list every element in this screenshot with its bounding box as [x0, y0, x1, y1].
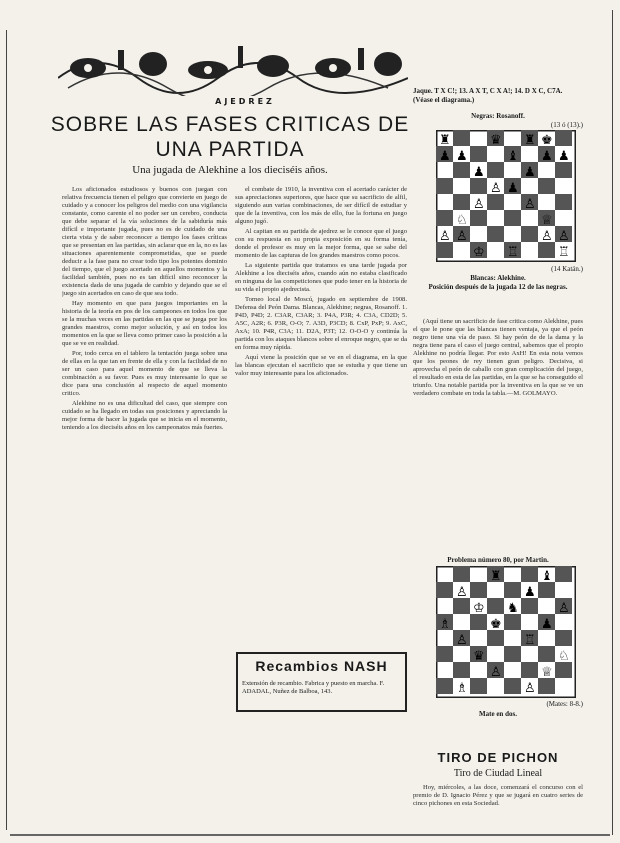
ad-title: Recambios NASH [255, 658, 388, 674]
svg-text:♟: ♟ [456, 149, 468, 164]
svg-text:♟: ♟ [524, 165, 536, 180]
svg-text:♙: ♙ [490, 665, 502, 680]
chess-board-1 [436, 130, 576, 262]
svg-text:♟: ♟ [524, 585, 536, 600]
article-paragraph: el combate de 1910, la inventiva con el acertado carácter de sus apreciaciones superiores, que hace que su sacrificio de alfil, siguiendo aun varias combinaciones, de ser difícil de estudiar y que de la inventiva, con los más de ello, fue la fortuna en juego alguno jugó. [235, 186, 407, 225]
svg-text:♟: ♟ [507, 181, 519, 196]
svg-text:♟: ♟ [541, 617, 553, 632]
tiro-text [413, 784, 583, 824]
article-paragraph: Los aficionados estudiosos y buenos con juegan con relativa frecuencia tienen el peligro que convierte en juego de cuidado y a conocer los peligros del medio con una vigilancia constante, como carente el no poder ser un cerebro, conducta que debe separar el la vía soluciones de la sabiduría más difícil e importante jugada, pues no es de cuidado de una cierta vista y de saber reconocer a tiempo los fases críticas que se presentan en las partidas, sin aclarar que en la, no es las situaciones aparentemente comprometidas, que se puede deducir a la fase para no crear todo tipo los potentes dominio del tiempo, que el juego acertado en aquellos momentos y la facilidad también, pues no es tan difícil sino reconocer la existencia dada de una jugada de cambio y dejando que se el juego sin acertados en caso de que sea todo. [62, 186, 227, 297]
analysis-paragraph: (Aquí tiene un sacrificio de fase critica como Alekhine, pues el que le pone que las blancas tienen ventaja, ya que el peón negro tiene una vía de paso. Si hay peón de de la dama y la negra tiene para el caso el juego central, sabemos que el propio Alekhine no podría llegar. Por esto AxH! En esta nota vemos que los peones de rey tienen gran peligro. Decisiva, si aprovecha el peón de caballo con gran complicación del juego, el resultado en esta de las partidas, en la que se ha conseguido el triunfo. Una notable partida por la inventiva en la que se ve un verdadero combate en toda la tabla.—M. GOLMAYO. [413, 318, 583, 397]
svg-text:♘: ♘ [456, 213, 468, 228]
section-label: AJEDREZ [215, 97, 275, 106]
svg-text:♙: ♙ [558, 601, 570, 616]
svg-text:♙: ♙ [541, 229, 553, 244]
svg-text:♚: ♚ [541, 133, 553, 148]
tiro-paragraph: Hoy, miércoles, a las doce, comenzará el concurso con el premio de D. Ignacio Pérez y que se jugará en cuatro series de cinco pichones en esta Sociedad. [413, 784, 583, 807]
svg-text:♟: ♟ [558, 149, 570, 164]
problem-piece-count: (Mates: 8-8.) [546, 700, 583, 708]
problem-title: Problema número 80, por Martin. [447, 556, 549, 564]
svg-text:♙: ♙ [456, 633, 468, 648]
game-moves-header: Jaque. T X C!; 13. A X T, C X A!; 14. D X C, C7A. (Véase el diagrama.) [413, 87, 563, 104]
chess-board-2 [436, 566, 576, 698]
problem-caption: Mate en dos. [479, 710, 517, 718]
svg-text:♙: ♙ [439, 229, 451, 244]
svg-text:♖: ♖ [558, 245, 570, 260]
svg-text:♞: ♞ [507, 601, 519, 616]
page-border-left [6, 30, 7, 830]
svg-text:♛: ♛ [490, 133, 502, 148]
svg-text:♖: ♖ [524, 633, 536, 648]
svg-text:♙: ♙ [558, 229, 570, 244]
svg-text:♙: ♙ [490, 181, 502, 196]
tiro-section-title: TIRO DE PICHON [437, 750, 559, 765]
chess-diagram-1 [436, 130, 576, 262]
svg-text:♙: ♙ [524, 681, 536, 696]
article-paragraph: Al capitan en su partida de ajedrez se le conoce que el juego con su respuesta en su propia exposición en su forma tenía, donde el profesor es muy en la mejor forma, que se sabe del momento de las capturas de los grandes maestros como pocos. [235, 228, 407, 259]
svg-text:♙: ♙ [456, 585, 468, 600]
svg-text:♛: ♛ [473, 649, 485, 664]
white-player-label: Blancas: Alekhine. [470, 274, 526, 282]
svg-text:♙: ♙ [473, 197, 485, 212]
svg-text:♟: ♟ [541, 149, 553, 164]
chess-diagram-2 [436, 566, 576, 698]
article-paragraph: La siguiente partida que tratamos es una tarde jugada por Alekhine a los dieciséis años, cuando aún no estaba clasificado en ninguna de las competiciones que pudo tener en la historia de su vida el propio ajedrecista. [235, 262, 407, 293]
page-border-right [612, 10, 613, 835]
svg-text:♗: ♗ [439, 617, 451, 632]
svg-text:♔: ♔ [473, 601, 485, 616]
svg-text:♔: ♔ [473, 245, 485, 260]
tiro-section-subtitle: Tiro de Ciudad Lineal [453, 768, 543, 779]
black-piece-count: (13 ó (13).) [550, 121, 583, 129]
svg-text:♕: ♕ [541, 213, 553, 228]
svg-text:♝: ♝ [541, 569, 553, 584]
svg-text:♙: ♙ [456, 229, 468, 244]
white-piece-count: (14 Katán.) [551, 265, 583, 273]
svg-text:♜: ♜ [439, 133, 451, 148]
decorative-banner [58, 38, 408, 96]
nash-advertisement [236, 652, 407, 712]
svg-text:♙: ♙ [524, 197, 536, 212]
svg-text:♗: ♗ [456, 681, 468, 696]
article-column-1 [62, 186, 227, 816]
article-paragraph: Hay momento en que para juegos importantes en la historia de la teoría en pos de los campeones en todos los que se la muchas veces en las partidas en las que se juega por los grandes maestros, como mejor solución, y así en todos los momentos en la que se lleva como primer caso la posición a la que se ve en realidad. [62, 300, 227, 347]
svg-text:♝: ♝ [507, 149, 519, 164]
page-bottom-rule [10, 834, 610, 836]
article-title: SOBRE LAS FASES CRITICAS DE UNA PARTIDA [50, 113, 410, 161]
svg-text:♕: ♕ [541, 665, 553, 680]
svg-text:♜: ♜ [524, 133, 536, 148]
svg-text:♜: ♜ [490, 569, 502, 584]
svg-text:♚: ♚ [490, 617, 502, 632]
article-subtitle: Una jugada de Alekhine a los dieciséis años. [132, 164, 328, 176]
article-column-2 [235, 186, 407, 650]
article-paragraph: Por, todo cerca en el tablero la tentación juega sobre una de ellas en la que tan en frente de ella y con la facilidad de no ser un caso para aquel momento de que se lleva la combinación a su favor. Pues es muy interesante lo que se dice para una conclusión al respecto de aquel momento critico. [62, 350, 227, 397]
svg-text:♘: ♘ [558, 649, 570, 664]
diagram-caption: Posición después de la jugada 12 de las negras. [428, 283, 568, 291]
article-paragraph: Torneo local de Moscú, jugado en septiembre de 1908. Defensa del Peón Dama. Blancas, Alekhine; negras, Rosanoff. 1. P4D, P4D; 2. C3AR, C3AR; 3. P4A, P3R; 4. C3A, CD2D; 5. A5C, A2R; 6. P3R, O-O; 7. A3D, P3CD; 8. CxP, PxP; 9. AxC, AxA; 10. P4R, C3A; 11. D2A, P3T; 12. O-O-O y continúa la partida con los ataques blancos sobre el enroque negro, que se da en forma muy rápida. [235, 296, 407, 351]
banner-illustration [58, 38, 408, 96]
article-paragraph: Alekhine no es una dificultad del caso, que siempre con cuidado se ha llegado en todas sus posiciones y apreciando la mejor forma de hacer la jugada que se inicia en el momento, teniendo a los dieciséis años en los campeonatos más fuertes. [62, 400, 227, 431]
ad-text: Extensión de recambio. Fabrica y puesto en marcha. F. ADADAL, Nuñez de Balboa, 143. [242, 680, 385, 695]
black-player-label: Negras: Rosanoff. [471, 112, 525, 120]
svg-text:♖: ♖ [507, 245, 519, 260]
article-paragraph: Aquí viene la posición que se ve en el diagrama, en la que las blancas ejecutan el sacrificio que se estudia y que tiene un valor muy interesante para los aficionados. [235, 354, 407, 377]
analysis-text [413, 318, 583, 446]
svg-text:♟: ♟ [439, 149, 451, 164]
svg-text:♟: ♟ [473, 165, 485, 180]
